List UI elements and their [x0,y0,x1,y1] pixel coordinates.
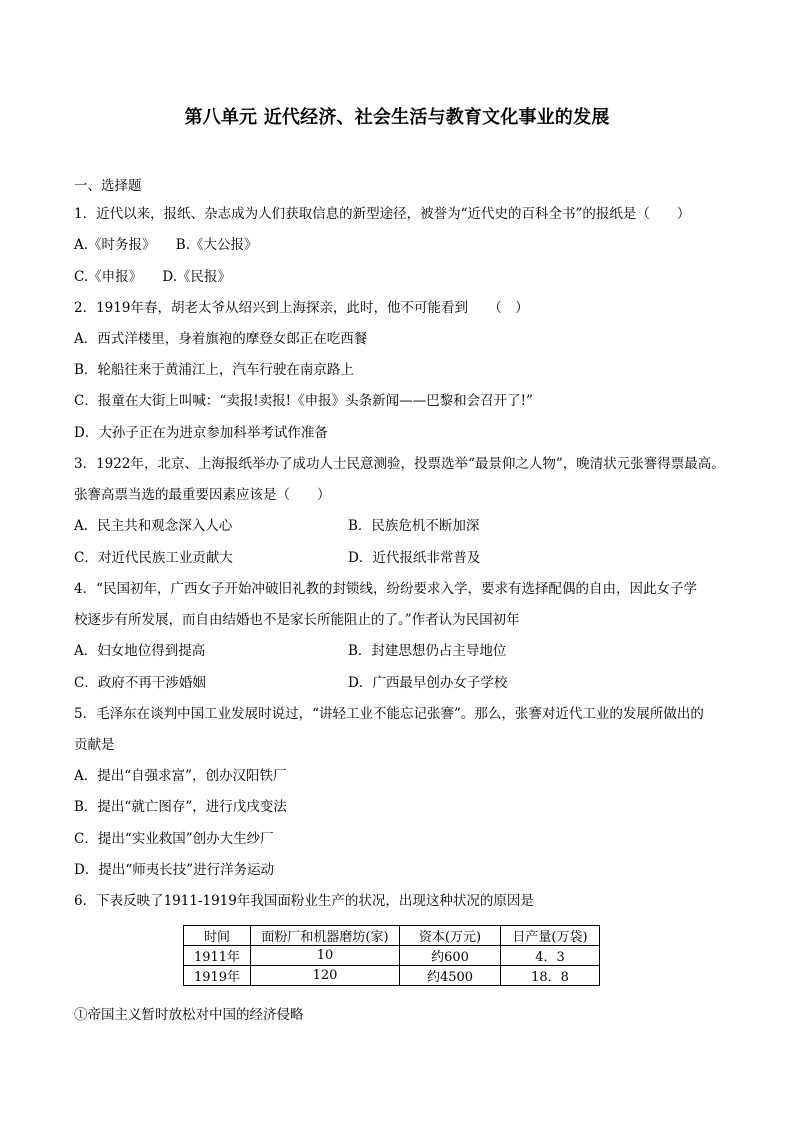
table-cell: 18．8 [501,966,600,986]
question-4-option-c: C．政府不再干涉婚姻 [74,675,206,691]
flour-industry-table [183,925,600,986]
question-3-option-a: A．民主共和观念深入人心 [74,518,233,534]
table-cell: 约600 [400,946,501,966]
question-3-option-d: D．近代报纸非常普及 [348,550,481,566]
question-3-stem-line-2: 张謇高票当选的最重要因素应该是（ ） [74,487,331,503]
question-2-option-b: B．轮船往来于黄浦江上，汽车行驶在南京路上 [74,362,354,378]
question-6-note: ①帝国主义暂时放松对中国的经济侵略 [74,1007,304,1023]
question-1-options-ab: A.《时务报》 B.《大公报》 [74,237,258,253]
table-header-cell: 资本(万元) [400,926,501,946]
question-2-stem: 2．1919年春，胡老太爷从绍兴到上海探亲，此时，他不可能看到 （ ） [74,300,529,316]
question-4-option-a: A．妇女地位得到提高 [74,643,206,659]
table-cell: 120 [251,966,400,986]
question-5-stem-line-1: 5．毛泽东在谈判中国工业发展时说过，“讲轻工业不能忘记张謇”。那么，张謇对近代工业的发展所做出的 [74,706,704,722]
question-2-option-a: A．西式洋楼里，身着旗袍的摩登女郎正在吃西餐 [74,331,368,347]
table-header-cell: 时间 [184,926,251,946]
table-cell: 约4500 [400,966,501,986]
question-2-option-c: C．报童在大街上叫喊：“卖报!卖报!《申报》头条新闻——巴黎和会召开了!” [74,393,533,409]
question-1-options-cd: C.《申报》 D.《民报》 [74,269,232,285]
question-5-stem-line-2: 贡献是 [74,737,115,753]
question-1-stem: 1．近代以来，报纸、杂志成为人们获取信息的新型途径，被誉为“近代史的百科全书”的报纸是（ ） [74,206,691,222]
table-cell: 1911年 [184,946,251,966]
table-row [184,966,600,986]
question-4-option-b: B．封建思想仍占主导地位 [348,643,507,659]
question-5-option-a: A．提出“自强求富”，创办汉阳铁厂 [74,768,287,784]
table-header-cell: 面粉厂和机器磨坊(家) [251,926,400,946]
table-row [184,946,600,966]
question-2-option-d: D．大孙子正在为进京参加科举考试作准备 [74,425,328,441]
question-3-option-c: C．对近代民族工业贡献大 [74,550,233,566]
table-header-cell: 日产量(万袋) [501,926,600,946]
question-4-option-d: D．广西最早创办女子学校 [348,675,508,691]
question-3-stem-line-1: 3．1922年，北京、上海报纸举办了成功人士民意测验，投票选举“最景仰之人物”，晚清状元张謇得票最高。 [74,456,725,472]
question-5-option-c: C．提出“实业救国”创办大生纱厂 [74,831,274,847]
table-cell: 10 [251,946,400,966]
question-5-option-d: D．提出“师夷长技”进行洋务运动 [74,862,275,878]
question-4-stem-line-1: 4．“民国初年，广西女子开始冲破旧礼教的封锁线，纷纷要求入学，要求有选择配偶的自由，因此女子学 [74,581,697,597]
table-cell: 4．3 [501,946,600,966]
page-title: 第八单元 近代经济、社会生活与教育文化事业的发展 [184,107,610,128]
question-6-stem: 6．下表反映了1911-1919年我国面粉业生产的状况，出现这种状况的原因是 [74,893,534,909]
question-4-stem-line-2: 校逐步有所发展，而自由结婚也不是家长所能阻止的了。”作者认为民国初年 [74,612,520,628]
question-5-option-b: B．提出“就亡图存”，进行戊戌变法 [74,799,287,815]
question-3-option-b: B．民族危机不断加深 [348,518,480,534]
table-header-row [184,926,600,946]
section-heading: 一、选择题 [74,178,142,194]
table-cell: 1919年 [184,966,251,986]
